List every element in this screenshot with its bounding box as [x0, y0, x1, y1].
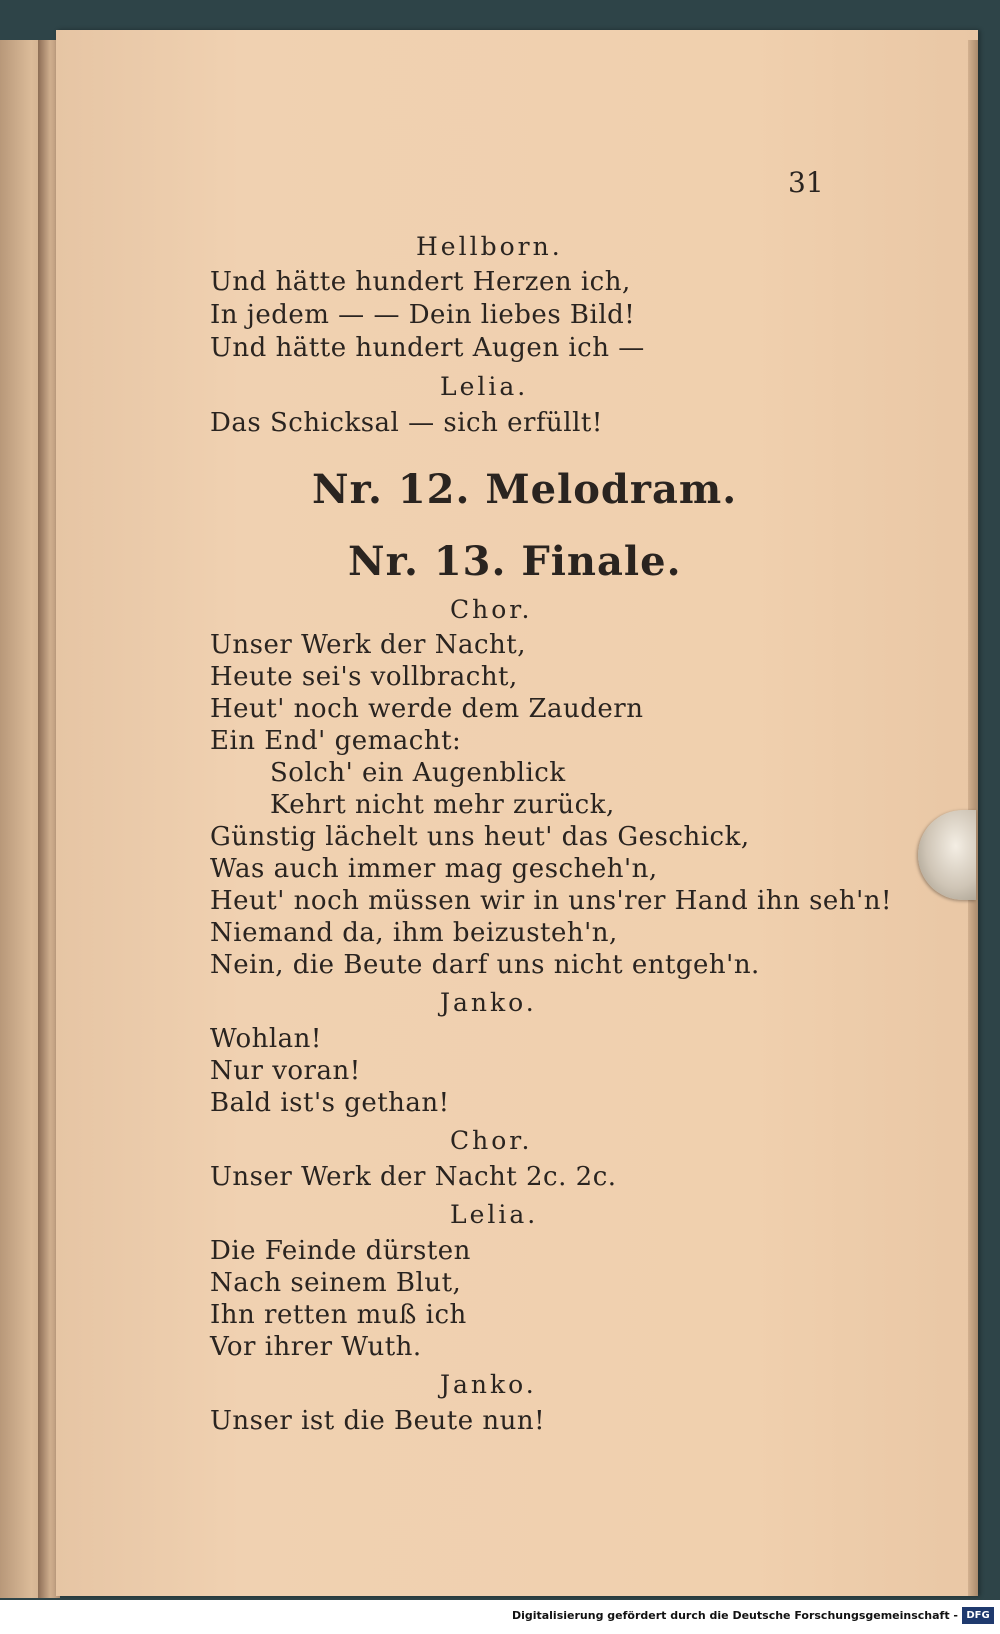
text-line: Und hätte hundert Herzen ich, — [210, 267, 631, 297]
text-line: Ihn retten muß ich — [210, 1300, 467, 1330]
text-line: Heut' noch müssen wir in uns'rer Hand ihn seh'n! — [210, 886, 892, 916]
text-line: Unser ist die Beute nun! — [210, 1406, 546, 1436]
page-number: 31 — [788, 166, 824, 199]
text-line: Vor ihrer Wuth. — [210, 1332, 422, 1362]
text-line: Wohlan! — [210, 1024, 322, 1054]
footer-credit: Digitalisierung gefördert durch die Deutsche Forschungsgemeinschaft - — [511, 1609, 958, 1622]
text-line: Die Feinde dürsten — [210, 1236, 471, 1266]
text-line: Heut' noch werde dem Zaudern — [210, 694, 644, 724]
text-line: Das Schicksal — sich erfüllt! — [210, 408, 603, 438]
speaker-chor: Chor. — [450, 595, 533, 624]
speaker-lelia: Lelia. — [440, 372, 529, 401]
text-line: Nein, die Beute darf uns nicht entgeh'n. — [210, 950, 760, 980]
text-line: Solch' ein Augenblick — [270, 758, 566, 788]
text-line: Heute sei's vollbracht, — [210, 662, 518, 692]
speaker-chor: Chor. — [450, 1126, 533, 1155]
text-line: Kehrt nicht mehr zurück, — [270, 790, 615, 820]
speaker-hellborn: Hellborn. — [416, 232, 563, 261]
text-line: Und hätte hundert Augen ich — — [210, 333, 645, 363]
text-line: Niemand da, ihm beizusteh'n, — [210, 918, 618, 948]
speaker-janko: Janko. — [440, 1370, 537, 1399]
text-line: Bald ist's gethan! — [210, 1088, 450, 1118]
text-line: Was auch immer mag gescheh'n, — [210, 854, 658, 884]
text-line: Ein End' gemacht: — [210, 726, 462, 756]
text-line: Unser Werk der Nacht 2c. 2c. — [210, 1162, 617, 1192]
text-line: Günstig lächelt uns heut' das Geschick, — [210, 822, 750, 852]
dfg-logo: DFG — [962, 1607, 994, 1624]
heading-nr-12: Nr. 12. Melodram. — [312, 466, 738, 513]
text-line: Nur voran! — [210, 1056, 361, 1086]
heading-nr-13: Nr. 13. Finale. — [348, 538, 682, 585]
speaker-janko: Janko. — [440, 988, 537, 1017]
text-line: In jedem — — Dein liebes Bild! — [210, 300, 636, 330]
speaker-lelia: Lelia. — [450, 1200, 539, 1229]
text-line: Nach seinem Blut, — [210, 1268, 462, 1298]
text-line: Unser Werk der Nacht, — [210, 630, 527, 660]
footer-bar — [0, 1600, 1000, 1634]
